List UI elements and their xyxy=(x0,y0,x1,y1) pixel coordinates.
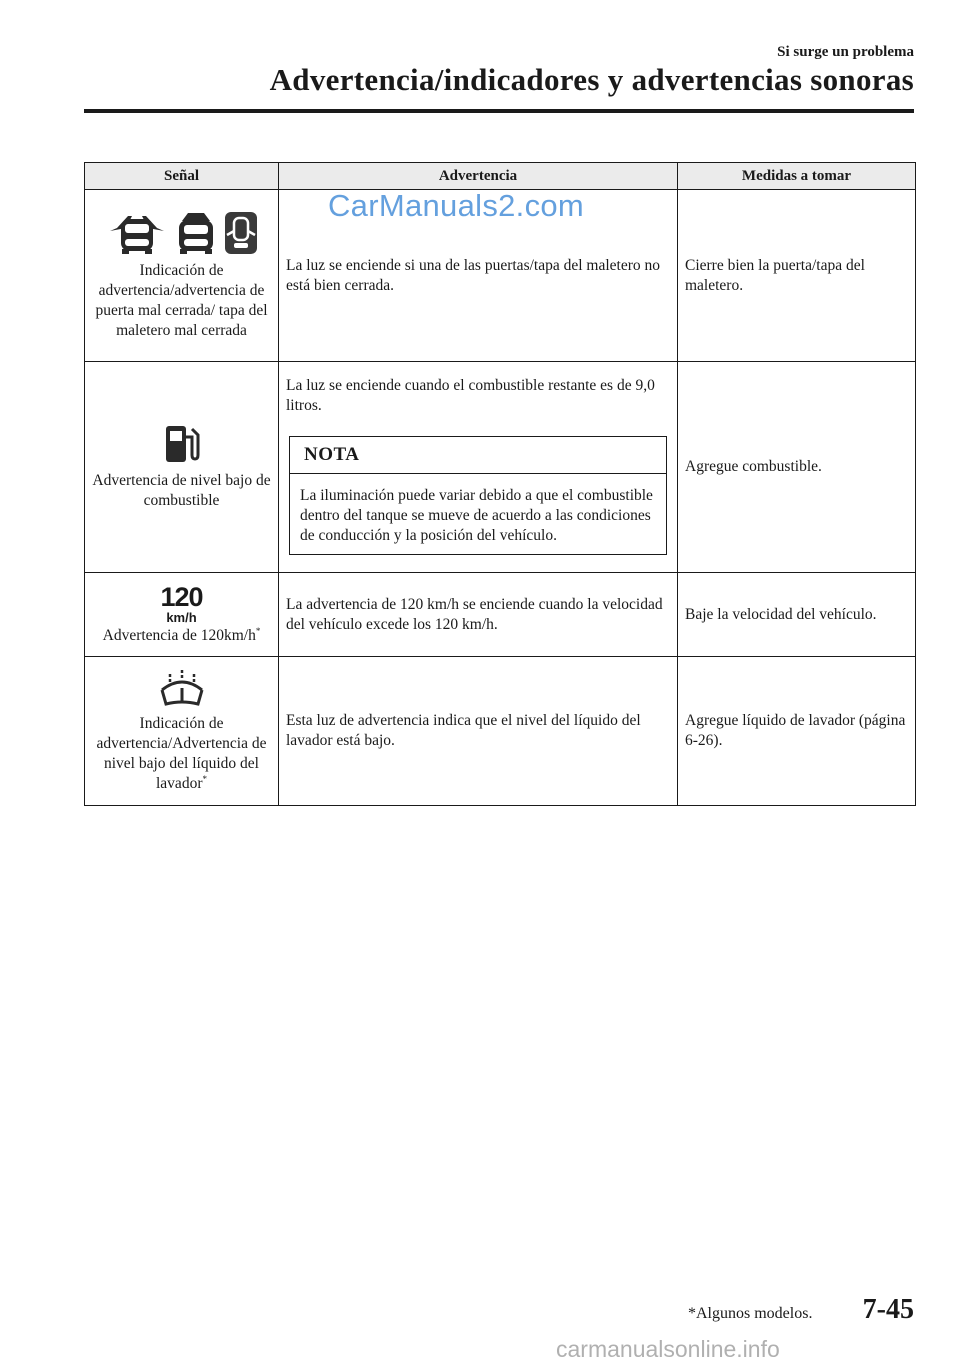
speed-120-icon xyxy=(92,581,271,625)
signal-cell xyxy=(85,657,279,806)
warning-cell: La luz se enciende si una de las puertas/tapa del maletero no está bien cerrada. xyxy=(279,190,678,362)
action-cell: Cierre bien la puerta/tapa del maletero. xyxy=(678,190,916,362)
car-door-open-icon xyxy=(106,211,168,255)
warning-text: La luz se enciende cuando el combustible restante es de 9,0 litros. xyxy=(286,376,655,414)
warning-cell xyxy=(279,362,678,573)
speed-icon-unit: km/h xyxy=(166,609,197,625)
table-header-row xyxy=(85,163,916,190)
action-cell: Agregue líquido de lavador (página 6-26). xyxy=(678,657,916,806)
footnote: *Algunos modelos. xyxy=(688,1305,813,1322)
door-ajar-icon xyxy=(224,211,258,255)
watermark: CarManuals2.com xyxy=(328,188,585,223)
column-header-signal: Señal xyxy=(85,163,279,190)
signal-label-text: Advertencia de 120km/h xyxy=(102,626,256,644)
warning-cell: La advertencia de 120 km/h se enciende cuando la velocidad del vehículo excede los 120 km/h. xyxy=(279,573,678,657)
door-trunk-open-icon xyxy=(92,211,271,255)
warning-table xyxy=(84,162,916,806)
action-cell: Baje la velocidad del vehículo. xyxy=(678,573,916,657)
header-rule xyxy=(84,109,914,113)
signal-cell xyxy=(85,573,279,657)
column-header-warning: Advertencia xyxy=(279,163,678,190)
signal-label xyxy=(92,714,271,794)
signal-label: Indicación de advertencia/advertencia de puerta mal cerrada/ tapa del maletero mal cerrada xyxy=(95,261,268,339)
table-row xyxy=(85,362,916,573)
signal-cell xyxy=(85,362,279,573)
trunk-open-icon xyxy=(172,211,220,255)
table-row xyxy=(85,657,916,806)
page-number: 7-45 xyxy=(862,1294,914,1325)
footnote-mark: * xyxy=(202,773,207,784)
page-title: Advertencia/indicadores y advertencias sonoras xyxy=(269,62,914,97)
signal-label-text: Indicación de advertencia/Advertencia de nivel bajo del líquido del lavador xyxy=(96,715,267,792)
note-box xyxy=(289,436,667,555)
table-row xyxy=(85,573,916,657)
signal-label: Advertencia de nivel bajo de combustible xyxy=(92,472,271,509)
footnote-mark: * xyxy=(255,625,261,636)
washer-fluid-icon xyxy=(92,668,271,708)
fuel-pump-icon xyxy=(92,423,271,465)
footer-watermark: carmanualsonline.info xyxy=(556,1336,780,1362)
speed-icon-number: 120 xyxy=(160,581,203,612)
note-title: NOTA xyxy=(290,437,666,474)
action-cell: Agregue combustible. xyxy=(678,362,916,573)
warning-cell: Esta luz de advertencia indica que el nivel del líquido del lavador está bajo. xyxy=(279,657,678,806)
note-text: La iluminación puede variar debido a que el combustible dentro del tanque se mueve de acuerdo a las condiciones de conducción y la posición del vehículo. xyxy=(300,486,653,544)
section-name: Si surge un problema xyxy=(777,44,914,60)
column-header-action: Medidas a tomar xyxy=(678,163,916,190)
signal-cell xyxy=(85,190,279,362)
signal-label xyxy=(92,626,271,646)
